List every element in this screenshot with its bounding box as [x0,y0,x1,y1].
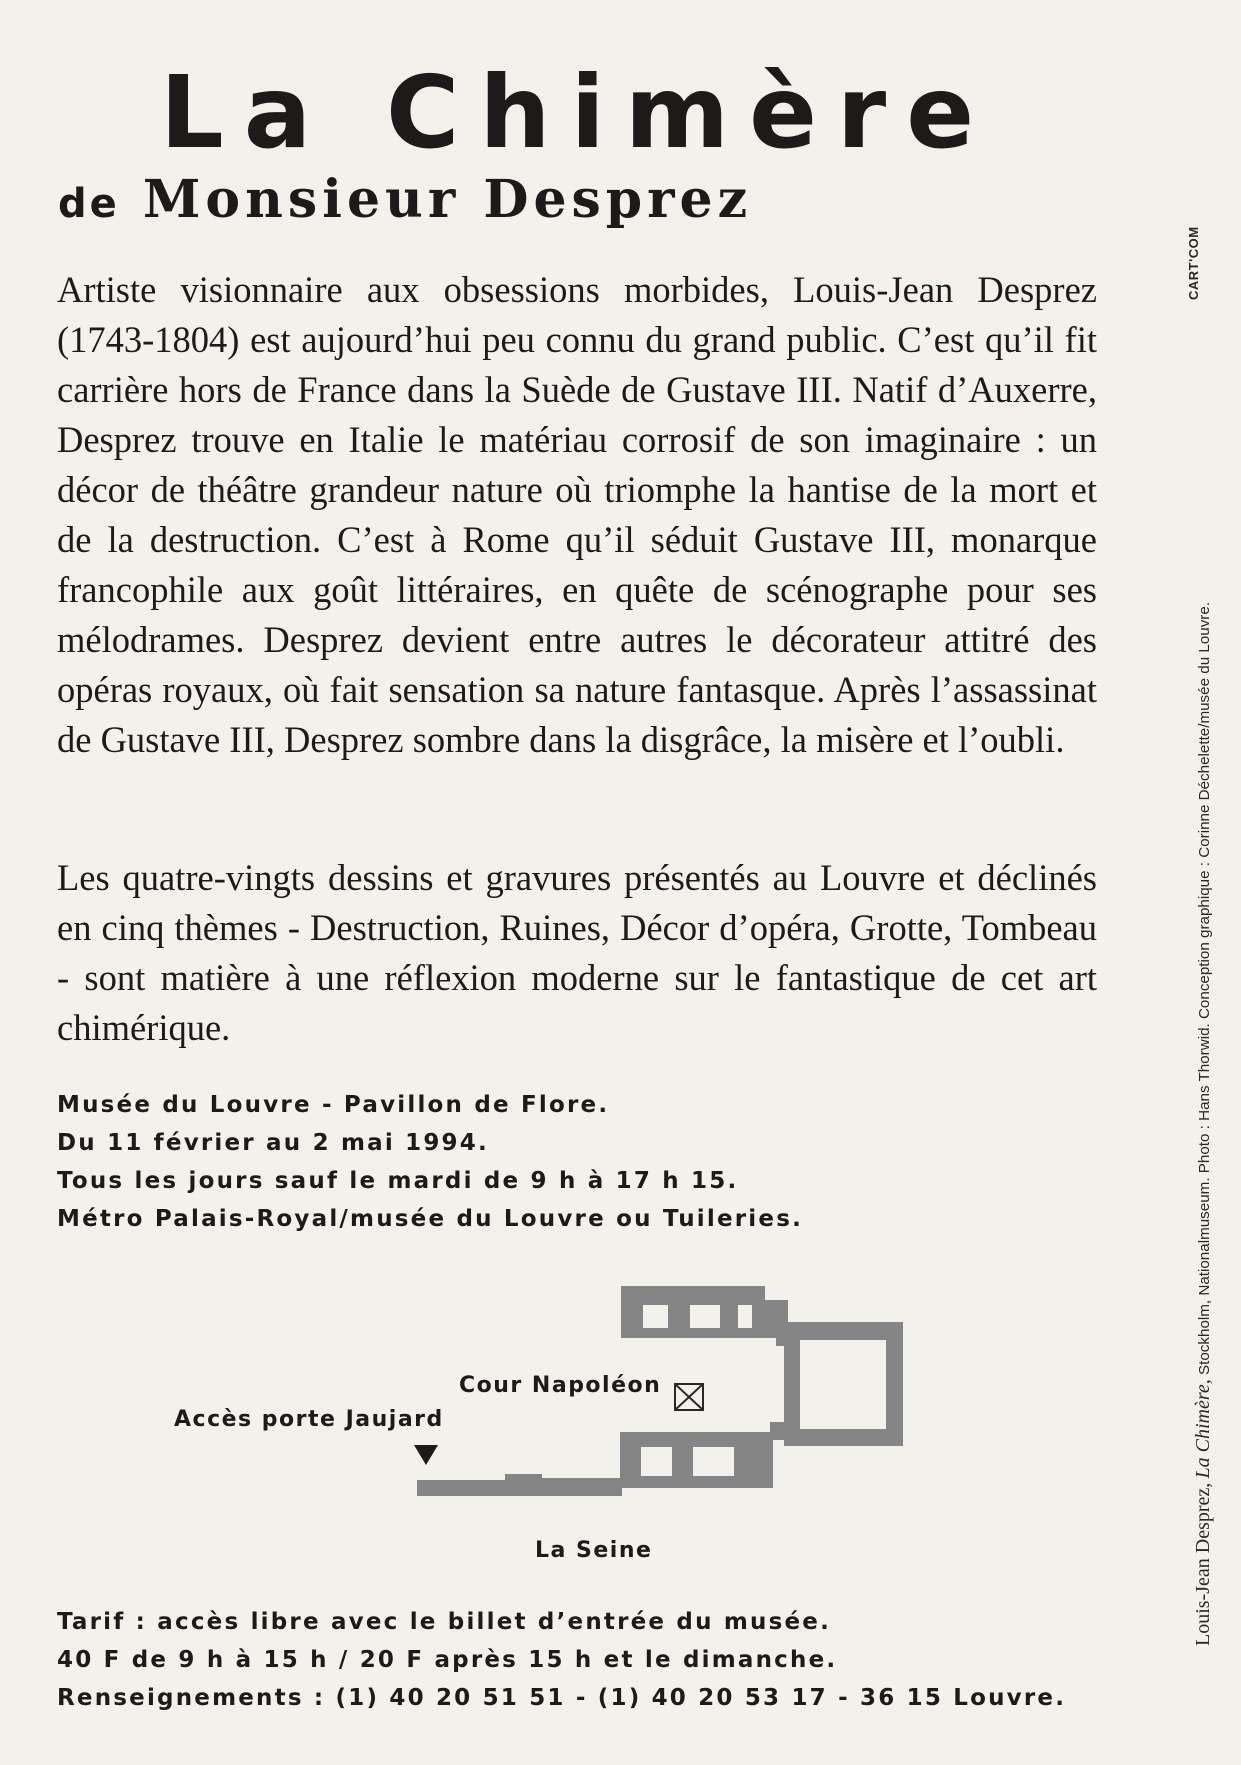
map-cour-carree [784,1322,903,1446]
info-line-venue: Musée du Louvre - Pavillon de Flore. [57,1092,610,1118]
photo-credit [1192,602,1215,1646]
map-label-cour-napoleon: Cour Napoléon [459,1373,662,1398]
tarif-line-prices: 40 F de 9 h à 15 h / 20 F après 15 h et le dimanche. [57,1647,838,1673]
entrance-arrow-icon [414,1445,438,1465]
title: La Chimère [160,54,995,171]
map-grande-galerie [417,1474,622,1496]
map-connector-north [776,1330,792,1346]
map-label-acces-porte-jaujard: Accès porte Jaujard [174,1407,444,1432]
map-connector-south [770,1422,792,1440]
tarif-line-contact: Renseignements : (1) 40 20 51 51 - (1) 40 20 53 17 - 36 15 Louvre. [57,1685,1067,1711]
subtitle-de: de [58,181,120,227]
info-line-hours: Tous les jours sauf le mardi de 9 h à 17 h 15. [57,1168,739,1194]
info-line-metro: Métro Palais-Royal/musée du Louvre ou Tuileries. [57,1206,804,1232]
subtitle-name: Monsieur Desprez [142,169,753,230]
map-label-la-seine: La Seine [535,1538,653,1563]
map-south-wing [620,1432,773,1488]
paragraph-biography: Artiste visionnaire aux obsessions morbides, Louis-Jean Desprez (1743-1804) est aujourd’hui peu connu du grand public. C’est qu’il fit carrière hors de France dans la Suède de Gustave III. Natif d’Auxerre, Desprez trouve en Italie le matériau corrosif de son imaginaire : un décor de théâtre grandeur nature où triomphe la hantise de la mort et de la destruction. C’est à Rome qu’il séduit Gustave III, monarque francophile aux goût littéraires, en quête de scénographe pour ses mélodrames. Desprez devient entre autres le décorateur attitré des opéras royaux, où fait sensation sa nature fantasque. Après l’assassinat de Gustave III, Desprez sombre dans la disgrâce, la misère et l’oubli. [57,269,1097,760]
tarif-line-access: Tarif : accès libre avec le billet d’entrée du musée. [57,1609,832,1635]
paragraph-exhibition: Les quatre-vingts dessins et gravures présentés au Louvre et déclinés en cinq thèmes - Destruction, Ruines, Décor d’opéra, Grotte, Tombeau - sont matière à une réflexion moderne sur le fantastique de cet art chimérique. [57,857,1097,1048]
cartcom-logo: CART'COM [1186,226,1201,300]
credit-rest: Stockholm, Nationalmuseum. Photo : Hans Thorwid. Conception graphique : Corinne Déchelette/musée du Louvre. [1196,601,1213,1375]
credit-author: Louis-Jean Desprez, [1192,1482,1214,1646]
info-line-dates: Du 11 février au 2 mai 1994. [57,1130,489,1156]
pyramid-icon [675,1384,703,1410]
credit-work: La Chimère, [1192,1379,1214,1479]
map-north-wing [621,1286,788,1338]
tarif-info [57,1603,1066,1717]
